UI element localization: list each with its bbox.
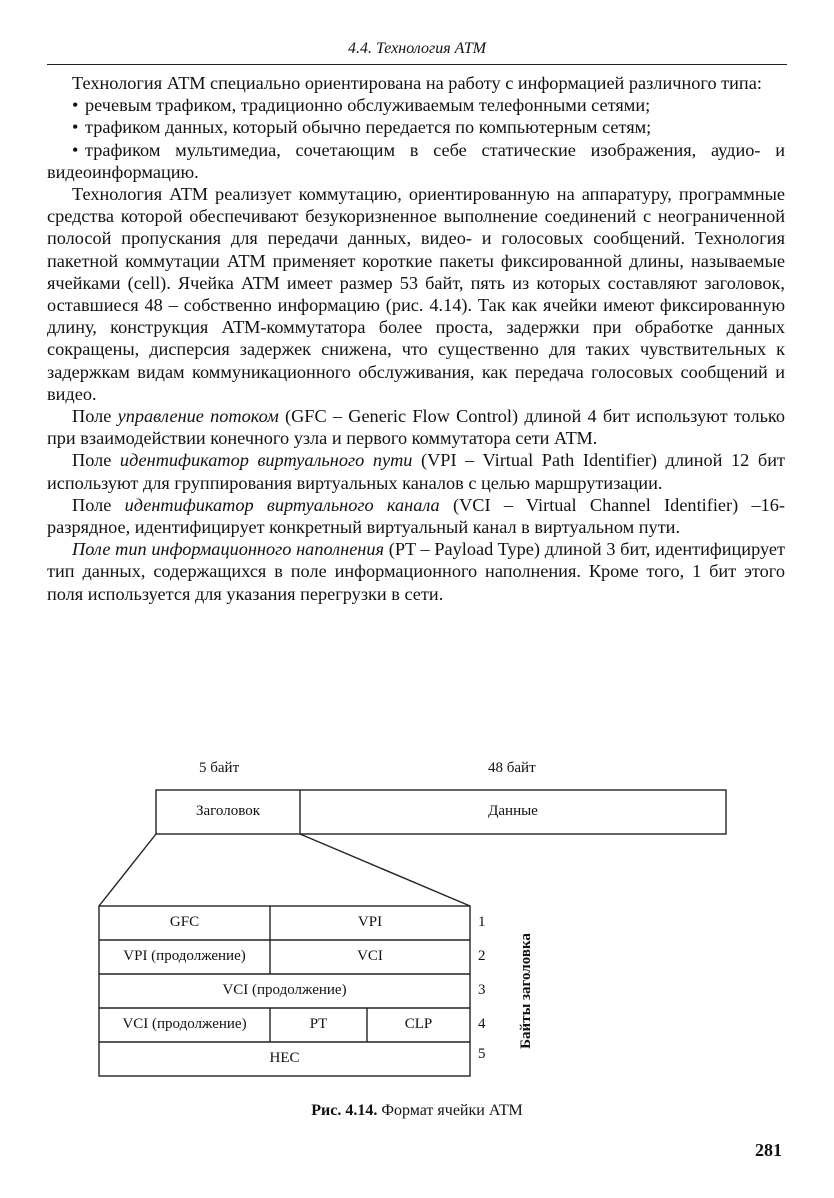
- list-item: • трафиком данных, который обычно передается по компьютерным сетям;: [72, 117, 652, 138]
- list-item: • речевым трафиком, традиционно обслуживаемым телефонными сетями;: [72, 95, 651, 116]
- vci-continued-field: VCI (продолжение): [122, 1016, 247, 1032]
- bullet-icon: •: [72, 95, 79, 116]
- paragraph-pt: Поле тип информационного наполнения (PT – Payload Type) длиной 3 бит, идентифицирует тип данных, содержащихся в поле информационного наполнения. Кроме того, 1 бит этого поля используется для указания перегрузки в сети.: [47, 539, 785, 604]
- gfc-field: GFC: [169, 914, 200, 930]
- vci-continued-field: VCI (продолжение): [222, 982, 347, 998]
- header-bytes-label: Байты заголовка: [518, 933, 534, 1049]
- clp-field: CLP: [404, 1016, 433, 1032]
- bullet-icon: •: [72, 117, 79, 138]
- row-number: 3: [478, 982, 486, 998]
- row-number: 2: [478, 948, 486, 964]
- vpi-continued-field: VPI (продолжение): [123, 948, 246, 964]
- row-number: 4: [478, 1016, 486, 1032]
- data-label: Данные: [488, 803, 538, 819]
- expansion-line-left: [99, 834, 156, 906]
- running-head: 4.4. Технология АТМ: [347, 40, 487, 57]
- paragraph-intro: Технология АТМ специально ориентирована на работу с информацией различного типа:: [72, 73, 762, 93]
- header-label: Заголовок: [195, 803, 260, 819]
- paragraph-switching: Технология АТМ реализует коммутацию, ориентированную на аппаратуру, программные средства которой обеспечивают безукоризненное выполнение соединений с неограниченной полосой пропускания для передачи данных, видео- и голосовых сообщений. Технология пакетной коммутации АТМ применяет короткие пакеты фиксированной длины, называемые ячейками (cell). Ячейка АТМ имеет размер 53 байт, пять из которых составляют заголовок, оставшиеся 48 – собственно информацию (рис. 4.14). Так как ячейки имеют фиксированную длину, конструкция АТМ-коммутатора более проста, задержки при обработке данных сокращены, дисперсия задержек снижена, что существенно для таких чувствительных к задержкам видам коммуникационного обслуживания, как передача голосовых сообщений и видео.: [47, 184, 785, 404]
- paragraph-gfc: Поле управление потоком (GFC – Generic Flow Control) длиной 4 бит используют только при взаимодействии конечного узла и первого коммутатора сети АТМ.: [47, 406, 786, 449]
- page-number: 281: [755, 1140, 782, 1160]
- bullet-icon: •: [72, 139, 79, 160]
- figure-caption: Рис. 4.14. Формат ячейки АТМ: [311, 1102, 523, 1119]
- vci-field: VCI: [357, 948, 383, 964]
- row-number: 5: [478, 1046, 486, 1062]
- pt-field: PT: [309, 1016, 328, 1032]
- row-number: 1: [478, 914, 486, 930]
- paragraph-vci: Поле идентификатор виртуального канала (VCI – Virtual Channel Identifier) –16-разрядное, идентифицирует конкретный виртуальный канал в виртуальном пути.: [47, 494, 785, 538]
- vpi-field: VPI: [357, 914, 383, 930]
- data-size-label: 48 байт: [488, 760, 536, 776]
- expansion-line-right: [300, 834, 470, 906]
- header-size-label: 5 байт: [199, 760, 240, 776]
- hec-field: HEC: [269, 1050, 300, 1066]
- paragraph-vpi: Поле идентификатор виртуального пути (VPI – Virtual Path Identifier) длиной 12 бит используют для группирования виртуальных каналов с целью маршрутизации.: [47, 450, 785, 493]
- list-item: • трафиком мультимедиа, сочетающим в себе статические изображения, аудио- и видеоинформацию.: [47, 139, 785, 182]
